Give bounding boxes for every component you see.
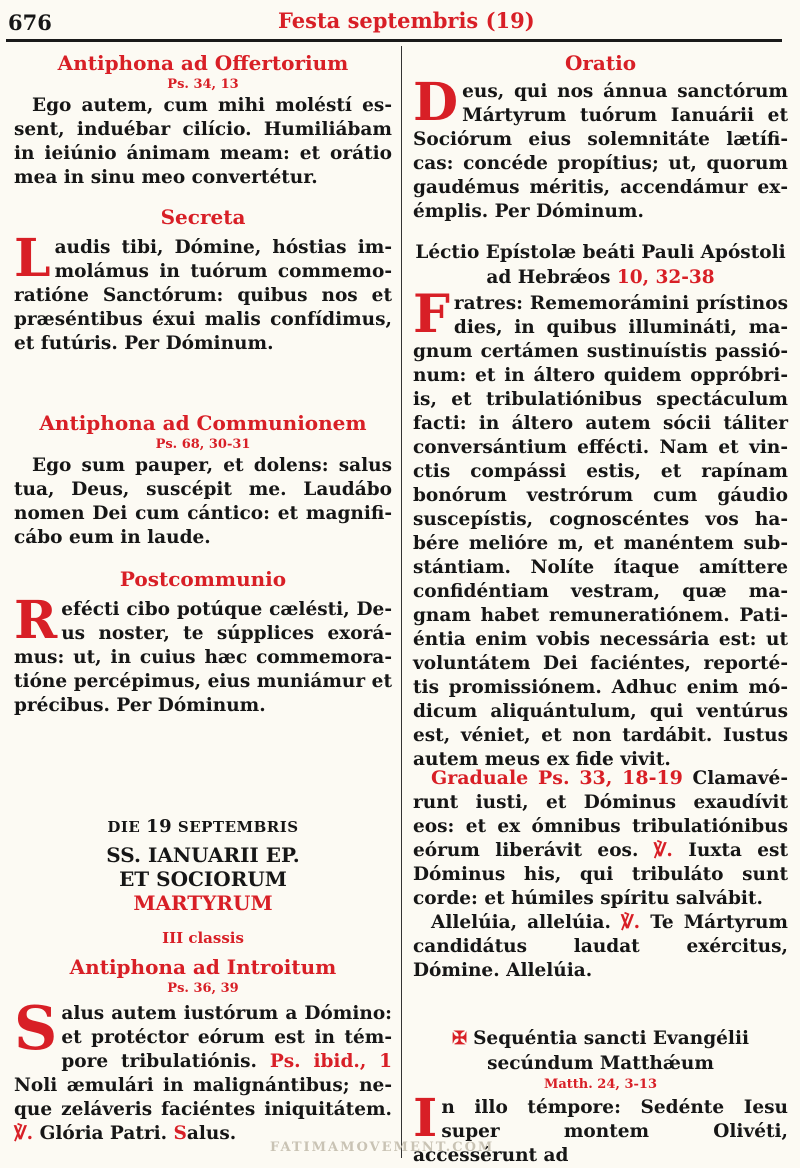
postcommunio-initial: R (14, 590, 58, 651)
offertorium-section (14, 50, 392, 190)
lectio-title (413, 240, 788, 290)
feast-date-die: DIE (107, 818, 141, 836)
alleluia-text-1: Allelúia, allelúia. (431, 912, 611, 933)
communio-text: Ego sum pauper, et dolens: salus tua, Deus, suscépit me. Laudábo nomen Dei cum cántico: et magnificábo eum in laude. (14, 455, 392, 548)
oratio-initial: D (413, 72, 459, 133)
alleluia-text-2: Te Mártyrum candidátus laudat exércitus, Dómine. Allelúia. (413, 912, 788, 981)
introitus-initial: S (14, 994, 58, 1064)
versicle-symbol: ℣. (14, 1123, 34, 1144)
cross-icon: ✠ (451, 1028, 468, 1049)
feast-date-number: 19 (146, 816, 173, 837)
lectio-initial: F (413, 284, 450, 345)
offertorium-ref: Ps. 34, 13 (167, 77, 239, 92)
lectio-text: ratres: Rememorámini prístinos dies, in quibus illumináti, magnum certámen sustinuístis passiónum: et in áltero quidem oppróbriis, et tribulatiónibus spectáculum facti: in áltero autem sócii táliter conversántium effécti. Nam et vinctis compássi estis, et rapínam bonórum vestrórum cum gáudio suscepístis, cognoscéntes vos habére melióre m, et manéntem substántiam. Nolíte ítaque amíttere confidéntiam vestram, quæ magnam habet remuneratiónem. Patiéntia enim vobis necessária est: ut voluntátem Dei faciéntes, reportétis promissiónem. Adhuc enim módicum aliquántulum, qui ventúrus est, véniet, et non tardábit. Iustus autem meus ex fide vivit. (413, 293, 788, 770)
evangelium-initial: I (413, 1088, 438, 1149)
introitus-text-psalm: Noli æmulári in malignántibus; neque zeláveris faciéntes iniquitátem. (14, 1075, 392, 1120)
versicle-symbol: ℣. (653, 840, 673, 861)
feast-date (14, 816, 392, 837)
communio-section (14, 410, 392, 550)
lectio-ref: 10, 32-38 (616, 267, 715, 288)
oratio-title: Oratio (564, 51, 637, 75)
lectio-title-text: Léctio Epístolæ beáti Pauli Apóstoli ad Hebrǽos (415, 242, 786, 288)
oratio-section (413, 50, 788, 224)
watermark: FATIMAMOVEMENT.COM (270, 1140, 495, 1155)
introitus-title: Antiphona ad Introitum (69, 955, 337, 979)
postcommunio-text: efécti cibo potúque cælésti, Deus noster, te súpplices exorámus: ut, in cuius hæc commemoratióne percépimus, eius muniámur et précibus. Per Dóminum. (14, 599, 392, 716)
secreta-initial: L (14, 228, 51, 289)
graduale-section (413, 766, 788, 911)
feast-class: III classis (162, 929, 244, 947)
communio-title: Antiphona ad Communionem (39, 411, 367, 435)
feast-date-month: SEPTEMBRIS (177, 818, 299, 836)
feast-name-line3: MARTYRUM (133, 891, 273, 915)
introitus-psalm-ref: Ps. ibid., 1 (269, 1051, 392, 1072)
secreta-section (14, 204, 392, 356)
secreta-text: audis tibi, Dómine, hóstias immolámus in tuórum commemoratióne Sanctórum: quibus nos et præséntibus éxui malis confídimus, et futúris. Per Dóminum. (14, 237, 392, 354)
feast-name-line2: ET SOCIORUM (119, 867, 287, 891)
evangelium-title (413, 1026, 788, 1076)
page-number: 676 (8, 10, 52, 35)
introitus-gloria: Glória Patri. (39, 1123, 168, 1144)
evangelium-title-text: Sequéntia sancti Evangélii secúndum Matthǽum (473, 1028, 750, 1074)
graduale-label: Graduale Ps. 33, 18-19 (431, 767, 683, 789)
introitus-text-main: alus autem iustórum a Dómino: et protéctor eórum est in témpore tribulatiónis. (61, 1003, 392, 1072)
graduale-text-2: Iuxta est Dóminus his, qui tribuláto sunt corde: et húmiles spíritu salvábit. (413, 840, 789, 909)
feast-heading (14, 816, 392, 947)
offertorium-title: Antiphona ad Offertorium (57, 51, 349, 75)
column-divider (401, 46, 402, 1158)
alleluia-section (413, 911, 788, 983)
page-header (0, 0, 782, 45)
introitus-repeat-initial: S (173, 1123, 187, 1144)
introitus-section (14, 954, 392, 1146)
communio-ref: Ps. 68, 30-31 (155, 437, 251, 452)
lectio-section (413, 240, 788, 772)
secreta-title: Secreta (160, 205, 246, 229)
postcommunio-section (14, 566, 392, 718)
oratio-text: eus, qui nos ánnua sanctórum Mártyrum tuórum Ianuárii et Sociórum eius solemnitáte lætíficas: concéde propítius; ut, quorum gaudémus méritis, accendámur exémplis. Per Dóminum. (413, 81, 788, 222)
evangelium-ref: Matth. 24, 3-13 (543, 1077, 657, 1092)
introitus-ref: Ps. 36, 39 (167, 981, 239, 996)
evangelium-text: n illo témpore: Sedénte Iesu super montem Olivéti, accessérunt ad (413, 1097, 788, 1166)
postcommunio-title: Postcommunio (119, 567, 287, 591)
running-title: Festa septembris (19) (278, 8, 535, 33)
introitus-repeat-rest: alus. (186, 1123, 237, 1144)
feast-name-line1: SS. IANUARII EP. (106, 843, 300, 867)
versicle-symbol: ℣. (621, 912, 641, 933)
header-rule (6, 39, 782, 42)
graduale-text-1: Clamavérunt iusti, et Dóminus exaudívit eos: et ex ómnibus tribulatiónibus eórum liberávit eos. (413, 768, 788, 861)
offertorium-text: Ego autem, cum mihi moléstí essent, induébar cilício. Humiliábam in ieiúnio ánimam meam: et orátio mea in sinu meo convertétur. (14, 95, 392, 188)
